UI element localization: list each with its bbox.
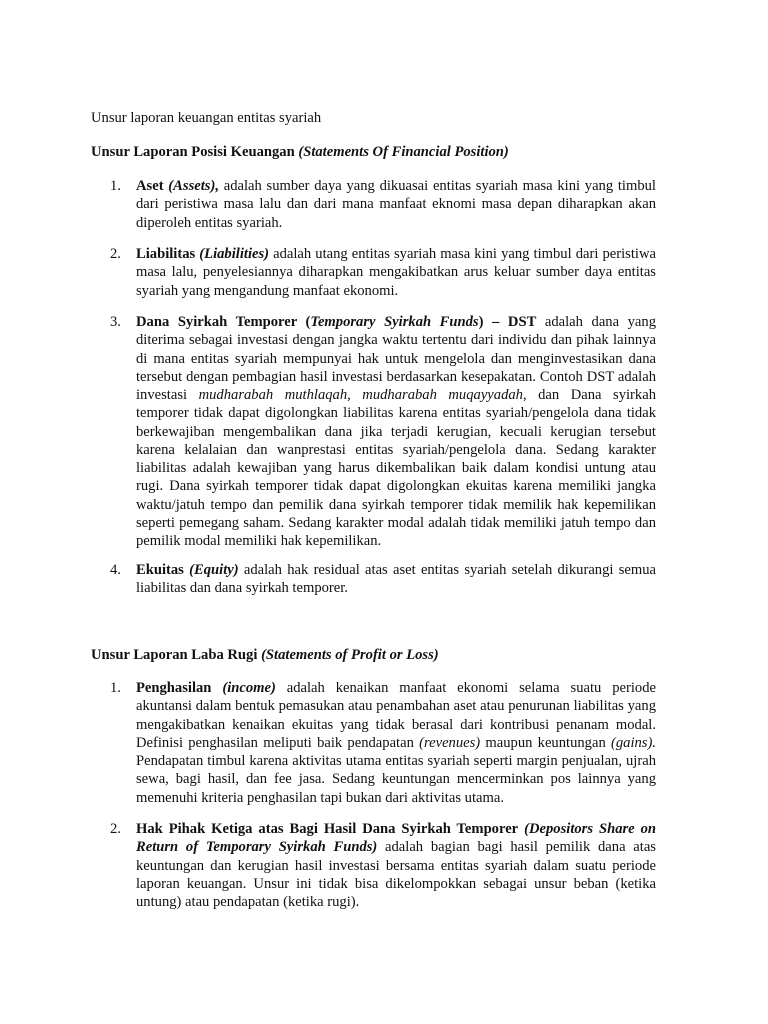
list-number: 3. (110, 314, 121, 330)
list-number: 2. (110, 821, 121, 837)
term: Hak Pihak Ketiga atas Bagi Hasil Dana Syirkah Temporer (136, 821, 519, 837)
section-heading-profit-loss (91, 646, 439, 664)
definition-italic: mudharabah muthlaqah, mudharabah muqayyadah, (198, 387, 527, 403)
list-item-body (136, 561, 656, 598)
definition-text-cont: dan Dana syirkah temporer tidak dapat digolongkan liabilitas karena entitas syariah/pengelola dana tidak berkewajiban mengembalikan dana jika terjadi kerugian, kecuali kerugian tersebut karena kelalaian dan wanprestasi entitas syariah/pengelola dana. Sedang karakter liabilitas adalah kewajiban yang harus dikembalikan baik dalam kondisi untung atau rugi. Dana syirkah temporer tidak dapat digolongkan ekuitas karena memiliki jangka waktu/jatuh tempo dan pemilik dana syirkah temporer tidak memilik hak kepemilikan seperti pemegang saham. Sedang karakter modal adalah tidak memiliki jatuh tempo dan pemilik modal memiliki hak kepemilikan. (136, 387, 656, 549)
term: Liabilitas (136, 246, 196, 262)
section-heading-text: Unsur Laporan Laba Rugi (91, 647, 258, 663)
definition-italic-revenues: (revenues) (419, 734, 481, 751)
document-title: Unsur laporan keuangan entitas syariah (91, 110, 322, 126)
term: Ekuitas (136, 562, 184, 578)
list-number: 4. (110, 562, 121, 578)
list-item-body (136, 820, 656, 911)
term-paren-open: ( (296, 314, 311, 330)
definition-text: adalah dana yang diterima sebagai investasi dengan jangka waktu tertentu dari individu dan pihak lainnya di mana entitas syariah mempunyai hak untuk mengelola dan menginvestasikan dana tersebut dengan pembagian hasil investasi berdasarkan kesepakatan. Contoh DST adalah investasi (136, 314, 657, 403)
list-number: 1. (110, 178, 121, 194)
section-heading-financial-position (91, 143, 509, 161)
list-number: 1. (110, 680, 121, 696)
term-english: Temporary Syirkah Funds (310, 314, 479, 330)
list-item-body (136, 177, 656, 232)
section-heading-text: Unsur Laporan Posisi Keuangan (91, 144, 295, 160)
term: Penghasilan (136, 680, 212, 696)
section-heading-english: (Statements of Profit or Loss) (261, 647, 439, 663)
definition-text: adalah sumber daya yang dikuasai entitas syariah masa kini yang timbul dari peristiwa masa lalu dan dari mana manfaat eknomi masa depan diharapkan akan diperoleh entitas syariah. (136, 178, 656, 231)
list-item-body (136, 245, 656, 300)
definition-text: adalah bagian bagi hasil pemilik dana atas keuntungan dan kerugian hasil investasi bersama entitas syariah dalam suatu periode laporan keuangan. Unsur ini tidak bisa dikelompokkan sebagai unsur beban (ketika untung) atau pendapatan (ketika rugi). (136, 839, 656, 910)
term-abbrev: ) – DST (478, 314, 537, 330)
definition-text-end: Pendapatan timbul karena aktivitas utama entitas syariah seperti margin penjualan, ujrah sewa, bagi hasil, dan fee jasa. Sedang keuntungan mencerminkan pos lainnya yang memenuhi kriteria penghasilan tapi bukan dari aktivitas utama. (136, 753, 656, 806)
term-english: (Depositors Share on Return of Temporary Syirkah Funds) (136, 821, 657, 856)
definition-text: adalah kenaikan manfaat ekonomi selama suatu periode akuntansi dalam bentuk pemasukan atau penambahan aset atau penurunan liabilitas yang mengakibatkan kenaikan ekuitas yang tidak berasal dari kontribusi penanam modal. Definisi penghasilan meliputi baik pendapatan (136, 680, 656, 751)
list-item-body (136, 679, 656, 807)
term: Dana Syirkah Temporer (136, 314, 297, 330)
term-english: (Equity) (189, 562, 239, 578)
term: Aset (136, 178, 164, 194)
term-english: (Liabilities) (199, 246, 270, 262)
list-number: 2. (110, 246, 121, 262)
definition-italic-gains: (gains). (611, 734, 656, 751)
definition-text: adalah utang entitas syariah masa kini yang timbul dari peristiwa masa lalu, penyelesiannya diharapkan mengakibatkan arus keluar sumber daya entitas syariah yang mengandung manfaat ekonomi. (136, 246, 656, 299)
term-english: (Assets), (168, 178, 219, 194)
definition-text: adalah hak residual atas aset entitas syariah setelah dikurangi semua liabilitas dan dana syirkah temporer. (136, 562, 656, 597)
list-item-body (136, 313, 656, 550)
definition-text-cont: maupun keuntungan (480, 734, 611, 751)
term-english: (income) (222, 680, 276, 696)
section-heading-english: (Statements Of Financial Position) (298, 144, 509, 160)
